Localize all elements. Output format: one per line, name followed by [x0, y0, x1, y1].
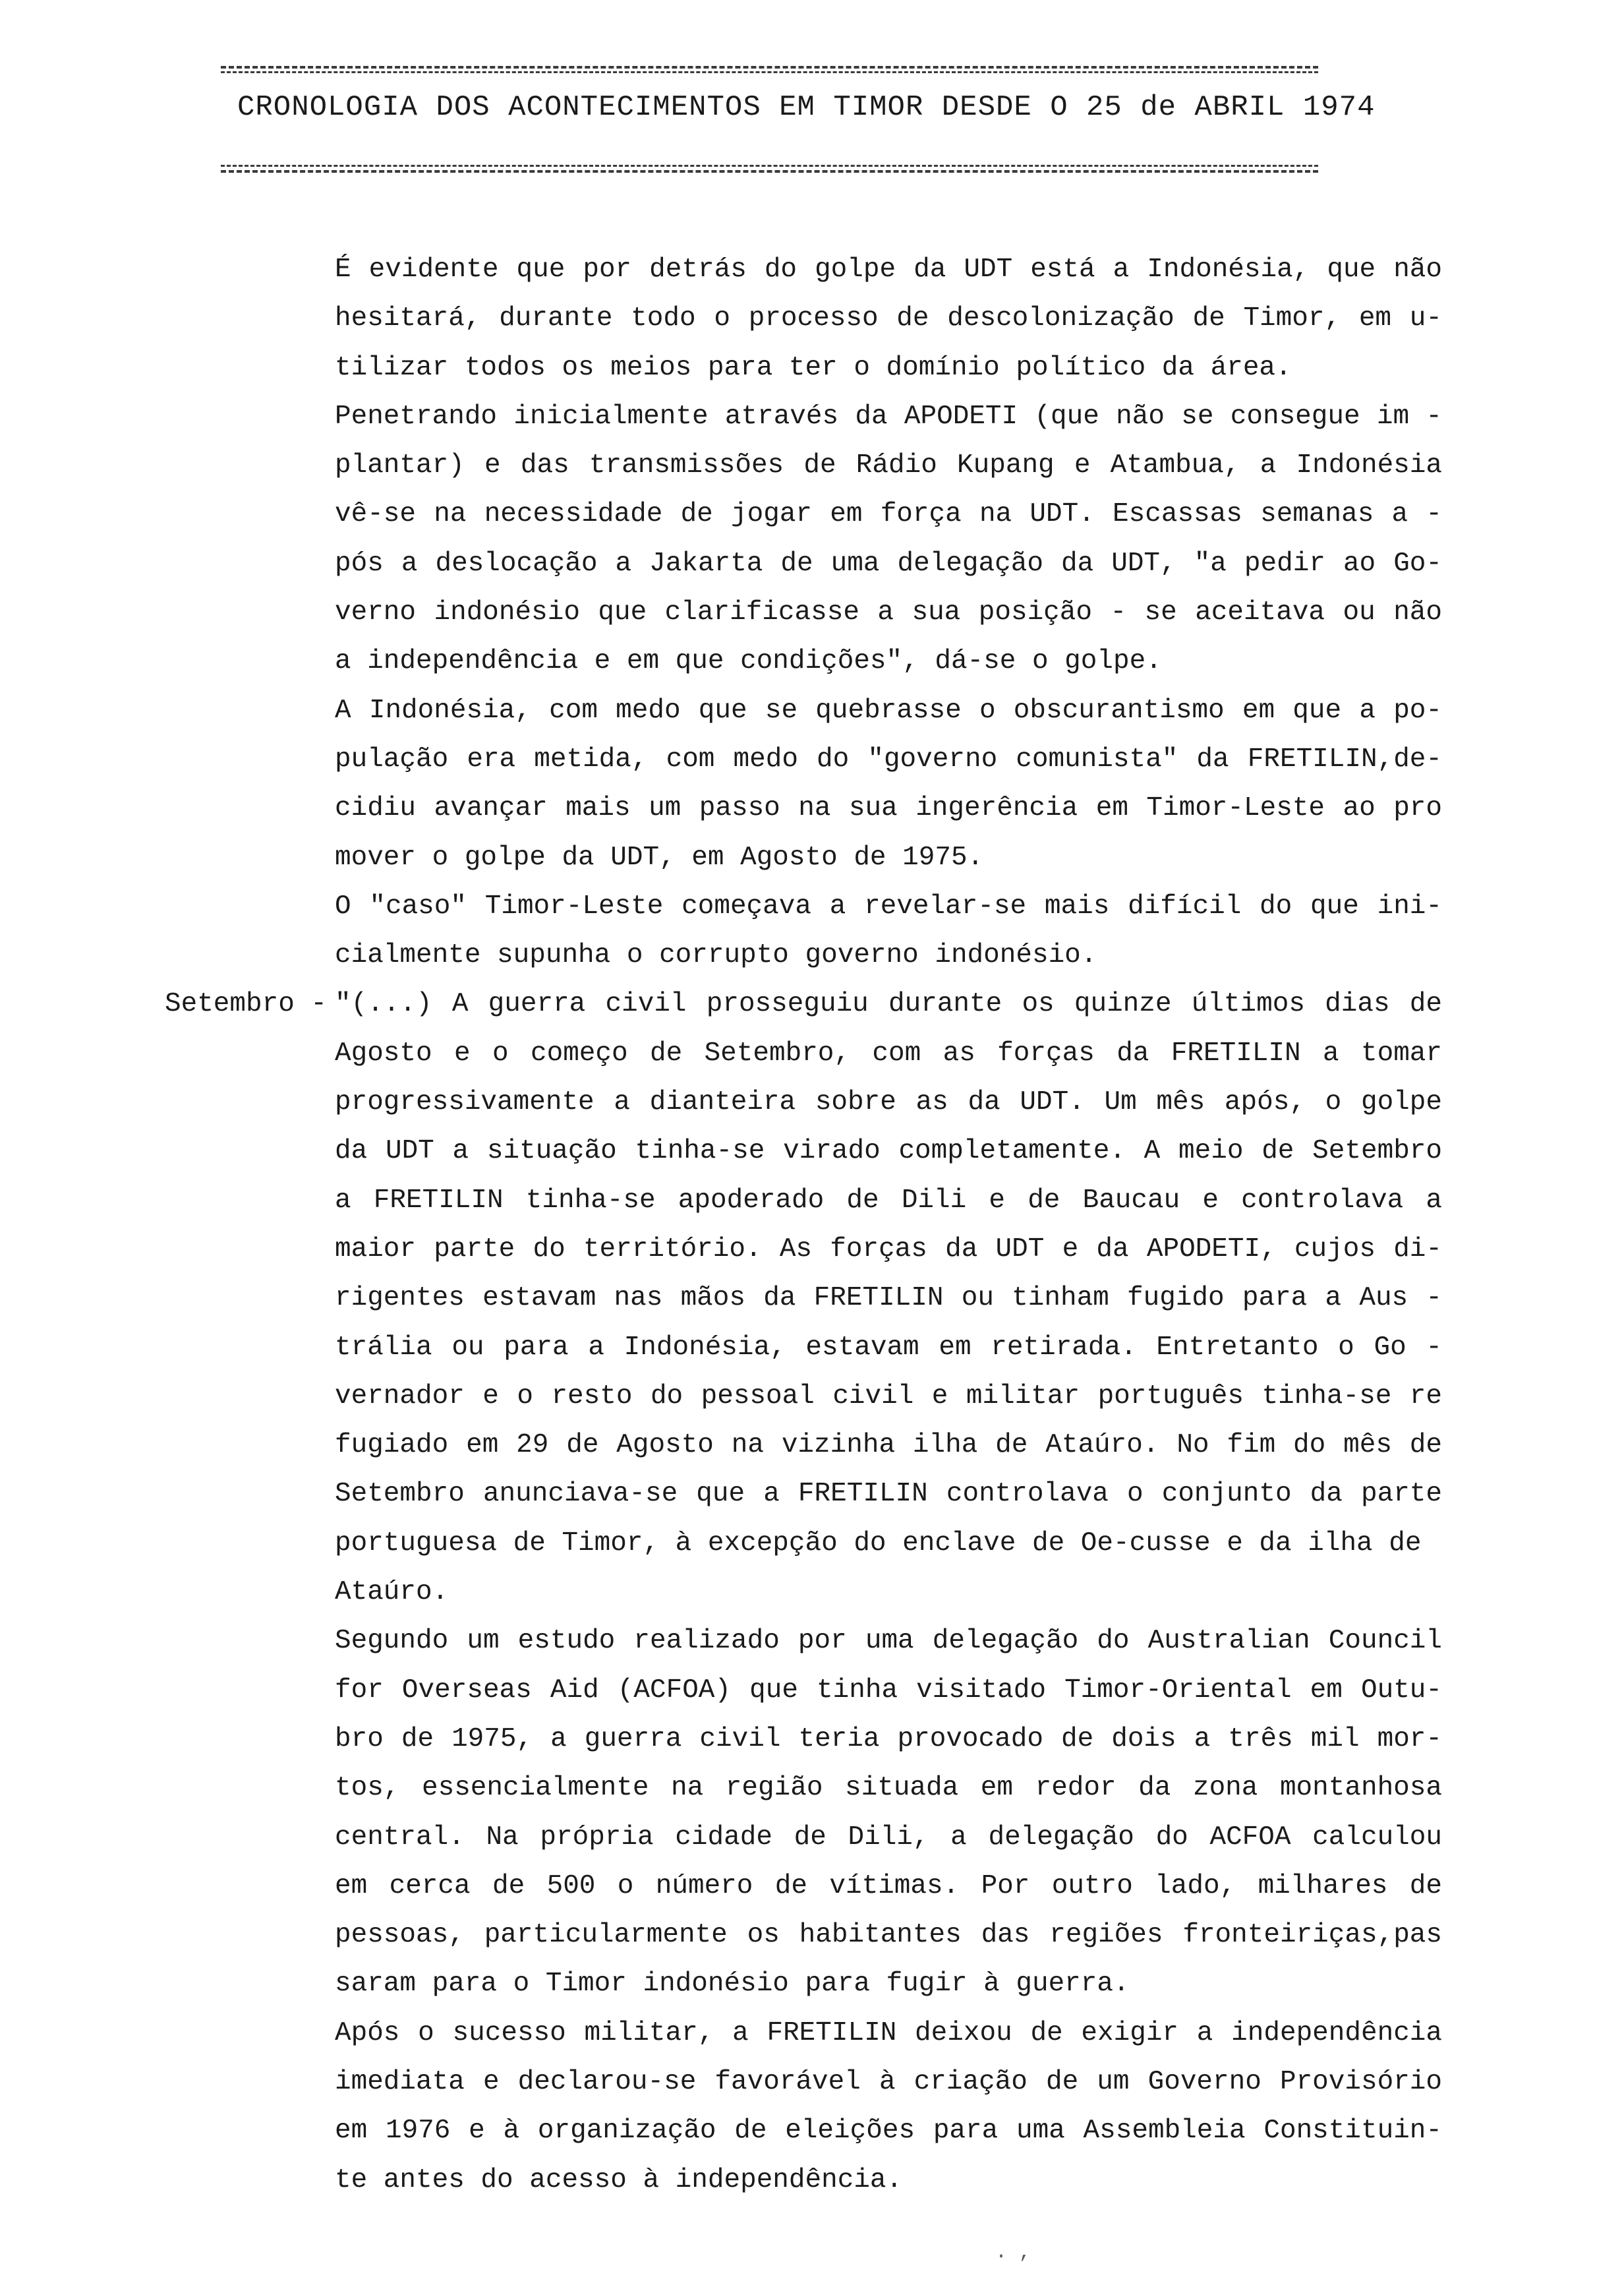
body-line: bro de 1975, a guerra civil teria provocado de dois a três mil mor- [335, 1723, 1442, 1754]
body-line: hesitará, durante todo o processo de descolonização de Timor, em u- [335, 303, 1442, 334]
body-line: em 1976 e à organização de eleições para uma Assembleia Constituin- [335, 2116, 1442, 2147]
body-line: imediata e declarou-se favorável à criação de um Governo Provisório [335, 2066, 1442, 2097]
body-line: vê-se na necessidade de jogar em força na UDT. Escassas semanas a - [335, 499, 1442, 530]
header-bottom-rule-inner [221, 165, 1318, 167]
body-line: pulação era metida, com medo do "governo comunista" da FRETILIN,de- [335, 744, 1442, 775]
body-line: for Overseas Aid (ACFOA) que tinha visitado Timor-Oriental em Outu- [335, 1675, 1442, 1706]
body-line: tilizar todos os meios para ter o domínio político da área. [335, 352, 1292, 383]
body-line [165, 980, 1442, 1028]
header-title: CRONOLOGIA DOS ACONTECIMENTOS EM TIMOR DESDE O 25 de ABRIL 1974 [237, 91, 1376, 124]
body-line: da UDT a situação tinha-se virado completamente. A meio de Setembro [335, 1136, 1442, 1167]
body-line: trália ou para a Indonésia, estavam em retirada. Entretanto o Go - [335, 1332, 1442, 1363]
body-line: plantar) e das transmissões de Rádio Kupang e Atambua, a Indonésia [335, 450, 1442, 481]
header-top-rule-inner [221, 71, 1318, 73]
body-line: mover o golpe da UDT, em Agosto de 1975. [335, 842, 984, 873]
body-line: rigentes estavam nas mãos da FRETILIN ou tinham fugido para a Aus - [335, 1283, 1442, 1314]
header-top-rule [221, 66, 1318, 69]
body-line: verno indonésio que clarificasse a sua posição - se aceitava ou não [335, 597, 1442, 628]
body-line: Após o sucesso militar, a FRETILIN deixou de exigir a independência [335, 2017, 1442, 2048]
body-text [165, 245, 1442, 2205]
body-line: Segundo um estudo realizado por uma delegação do Australian Council [335, 1626, 1442, 1657]
body-line: a independência e em que condições", dá-se o golpe. [335, 646, 1162, 677]
body-line: tos, essencialmente na região situada em redor da zona montanhosa [335, 1773, 1442, 1804]
body-line: a FRETILIN tinha-se apoderado de Dili e de Baucau e controlava a [335, 1185, 1442, 1216]
body-line: saram para o Timor indonésio para fugir à guerra. [335, 1969, 1130, 2000]
body-line: Agosto e o começo de Setembro, com as forças da FRETILIN a tomar [335, 1038, 1442, 1069]
body-line: te antes do acesso à independência. [335, 2164, 903, 2195]
body-line: Penetrando inicialmente através da APODETI (que não se consegue im - [335, 401, 1442, 432]
footer-marks: . , [995, 2242, 1031, 2264]
body-line: pessoas, particularmente os habitantes das regiões fronteiriças,pas [335, 1920, 1442, 1951]
body-line: central. Na própria cidade de Dili, a delegação do ACFOA calculou [335, 1822, 1442, 1853]
body-line: cialmente supunha o corrupto governo indonésio. [335, 940, 1097, 971]
body-line: fugiado em 29 de Agosto na vizinha ilha de Ataúro. No fim do mês de [335, 1430, 1442, 1461]
margin-label-setembro: Setembro - [165, 989, 328, 1020]
body-line: A Indonésia, com medo que se quebrasse o obscurantismo em que a po- [335, 695, 1442, 726]
body-line: portuguesa de Timor, à excepção do enclave de Oe-cusse e da ilha de [335, 1528, 1422, 1559]
header-bottom-rule [221, 170, 1318, 173]
body-line: em cerca de 500 o número de vítimas. Por outro lado, milhares de [335, 1870, 1442, 1901]
body-line: Ataúro. [335, 1577, 449, 1608]
body-line: Setembro anunciava-se que a FRETILIN controlava o conjunto da parte [335, 1479, 1442, 1510]
body-line: cidiu avançar mais um passo na sua ingerência em Timor-Leste ao pro [335, 793, 1442, 824]
body-line: vernador e o resto do pessoal civil e militar português tinha-se re [335, 1381, 1442, 1412]
body-line-text: "(...) A guerra civil prosseguiu durante os quinze últimos dias de [335, 989, 1442, 1020]
body-line: pós a deslocação a Jakarta de uma delegação da UDT, "a pedir ao Go- [335, 548, 1442, 579]
body-line: O "caso" Timor-Leste começava a revelar-se mais difícil do que ini- [335, 891, 1442, 922]
body-line: maior parte do território. As forças da UDT e da APODETI, cujos di- [335, 1234, 1442, 1264]
body-line: É evidente que por detrás do golpe da UDT está a Indonésia, que não [335, 254, 1442, 285]
body-line: progressivamente a dianteira sobre as da UDT. Um mês após, o golpe [335, 1087, 1442, 1118]
